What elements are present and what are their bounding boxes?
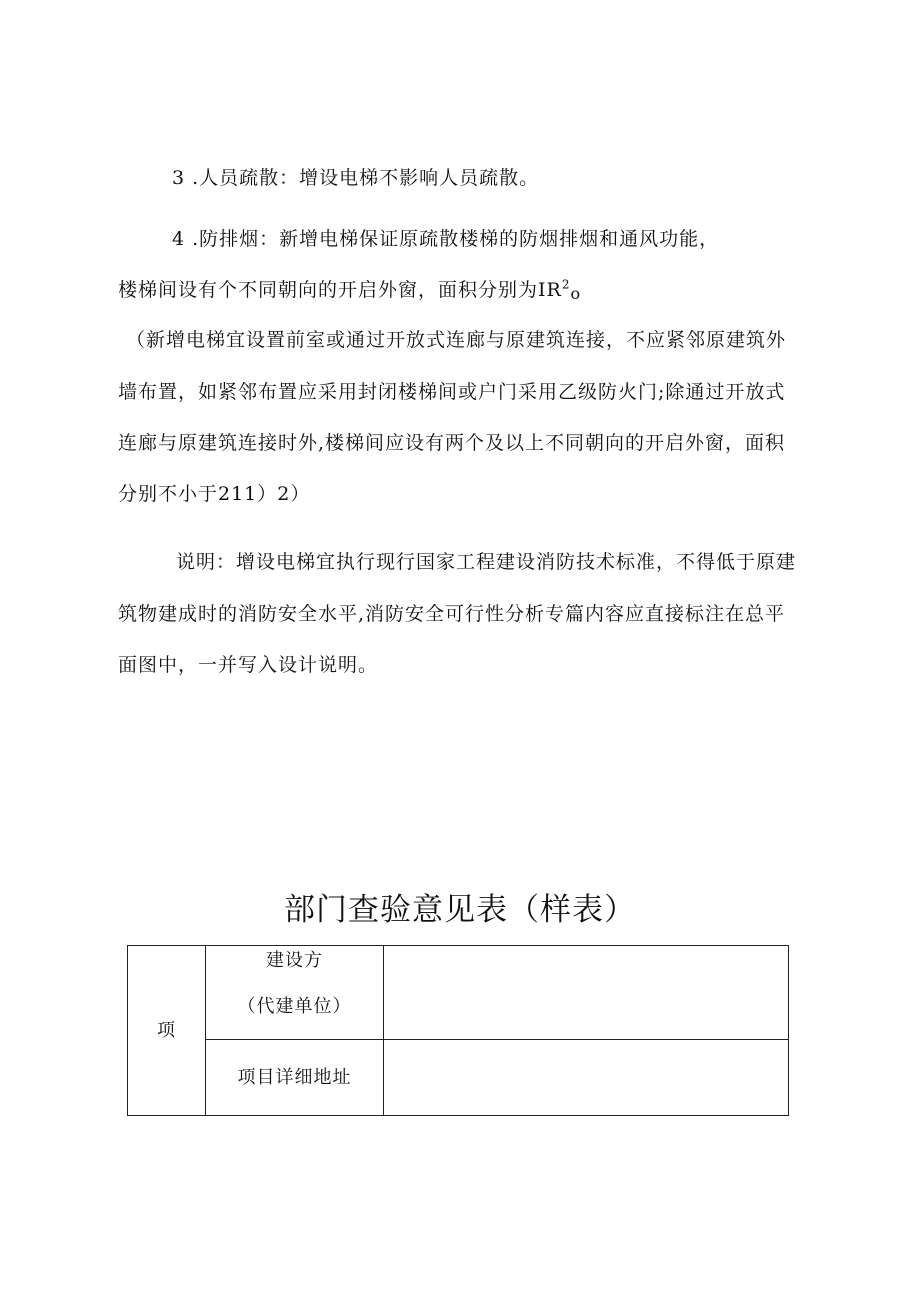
table-row	[128, 1040, 789, 1116]
explanation-line-2: 筑物建成时的消防安全水平,消防安全可行性分析专篇内容应直接标注在总平	[118, 603, 786, 625]
section-label-cell	[128, 946, 206, 1116]
item-4-ir-sub: o	[570, 284, 582, 303]
note-line-2: 墙布置，如紧邻布置应采用封闭楼梯间或户门采用乙级防火门;除通过开放式	[118, 381, 786, 403]
review-opinion-table	[127, 945, 789, 1116]
builder-value-cell[interactable]	[384, 946, 789, 1040]
item-4-text: 楼梯间设有个不同朝向的开启外窗，面积分别为	[118, 279, 539, 301]
item-4-ir: IR	[538, 279, 562, 301]
section-label: 项	[157, 1019, 176, 1041]
explanation-line-1: 说明：增设电梯宜执行现行国家工程建设消防技术标准，不得低于原建	[176, 551, 797, 573]
note-line-1: （新增电梯宜设置前室或通过开放式连廊与原建筑连接，不应紧邻原建筑外	[126, 329, 787, 351]
table-row	[128, 946, 789, 1040]
builder-label-sub: （代建单位）	[237, 996, 352, 1017]
address-label: 项目详细地址	[237, 1066, 352, 1088]
item-4-smoke-control-line1: 4 .防排烟：新增电梯保证原疏散楼梯的防烟排烟和通风功能，	[172, 228, 720, 250]
item-4-smoke-control-line2	[118, 277, 581, 307]
builder-label: 建设方	[266, 950, 323, 971]
item-3-evacuation: 3 .人员疏散：增设电梯不影响人员疏散。	[172, 167, 540, 189]
note-line-3: 连廊与原建筑连接时外,楼梯间应设有两个及以上不同朝向的开启外窗，面积	[118, 432, 786, 454]
address-label-cell	[206, 1040, 384, 1116]
table-title: 部门查验意见表（样表）	[284, 892, 636, 928]
note-line-4: 分别不小于211）2）	[118, 483, 311, 505]
address-value-cell[interactable]	[384, 1040, 789, 1116]
item-4-ir-sup: 2	[561, 277, 571, 292]
builder-label-cell	[206, 946, 384, 1040]
explanation-line-3: 面图中，一并写入设计说明。	[118, 654, 379, 676]
